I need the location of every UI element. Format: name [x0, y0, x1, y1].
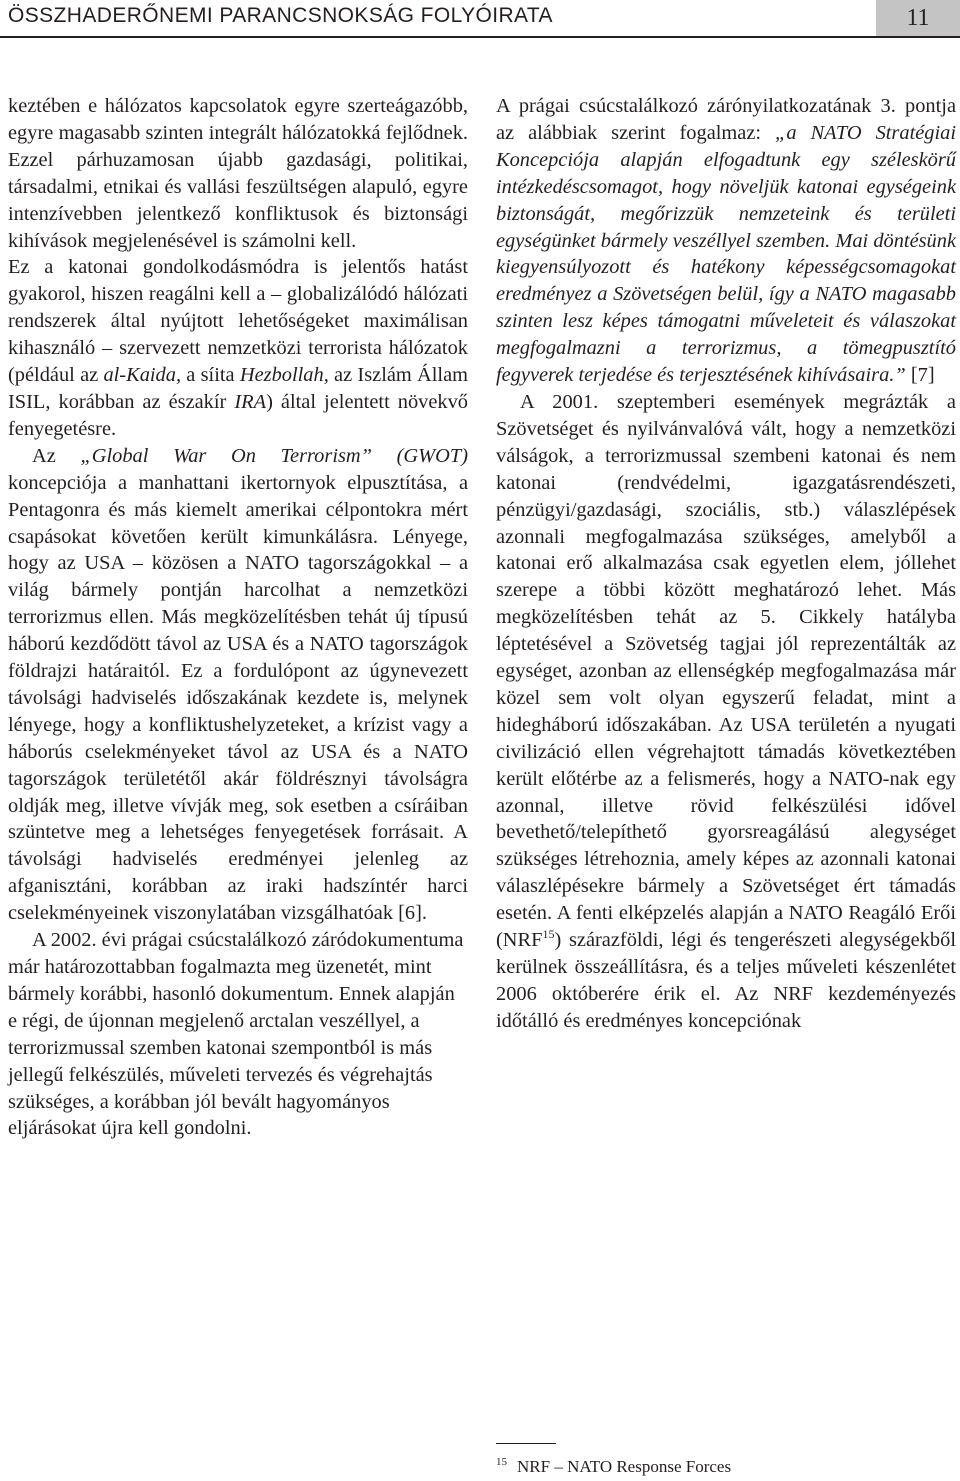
paragraph-text: keztében e hálózatos kapcsolatok egyre szerteágazóbb, egyre magasabb szinten integrált hálózatokká fejlődnek. Ezzel párhuzamosan újabb gazdasági, politikai, társadalmi, etnikai és vallási feszültségen alapuló, egyre intenzívebben jelentkező konfliktusok és biztonsági kihívások megjelenésével is számolni kell.: [8, 95, 468, 252]
page-number: 11: [876, 0, 960, 36]
citation-ref: [7]: [905, 364, 935, 387]
paragraph-text: az Iszlám Állam ISIL, korábban az északír: [8, 364, 469, 413]
footnote-number: 15: [496, 1456, 507, 1469]
journal-title: ÖSSZHADERŐNEMI PARANCSNOKSÁG FOLYÓIRATA: [8, 4, 553, 27]
running-header: [0, 0, 960, 38]
italic-term: „Global War On Terrorism” (GWOT): [80, 444, 468, 467]
paragraph: [8, 93, 468, 254]
paragraph-text: ) szárazföldi, légi és tengerészeti alegységekből kerülnek összeállításra, és a teljes műveleti készenlétet 2006 októberére érik el. Az NRF kezdeményezés időtálló és eredményes koncepciónak: [496, 929, 956, 1032]
right-column: [496, 93, 956, 1035]
italic-quote: „a NATO Stratégiai Koncepciója alapján elfogadtunk egy széleskörű intézkedéscsomagot, hogy növeljük katonai egységeink biztonságát, megőrizzük nemzeteink és területi egységünket bármely veszéllyel szemben. Mai döntésünk kiegyensúlyozott és hatékony képességcsomagokat eredményez a Szövetségen belül, így a NATO magasabb szinten lesz képes támogatni műveleteit és válaszokat megfogalmazni a terrorizmus, a tömegpusztító fegyverek terjedése és terjesztésének kihívásaira.”: [496, 121, 957, 387]
paragraph-text: a síita: [181, 364, 240, 387]
paragraph-text: A prágai csúcstalálkozó zárónyilatkozatának 3. pontja az alábbiak szerint fogalmaz:: [496, 95, 956, 144]
paragraph: [8, 927, 468, 1142]
paragraph-text: A 2002. évi prágai csúcstalálkozó záródokumentuma már határozottabban fogalmazta meg üzenetét, mint bármely korábbi, hasonló dokumentum. Ennek alapján e régi, de újonnan megjelenő arctalan veszéllyel, a terrorizmussal szemben katonai szempontból is más jellegű felkészülés, műveleti tervezés és végrehajtás szükséges, a korábban jól bevált hagyományos eljárásokat újra kell gondolni.: [8, 929, 464, 1140]
paragraph: [8, 254, 468, 442]
paragraph-text: A 2001. szeptemberi események megrázták a Szövetséget és nyilvánvalóvá vált, hogy a nemzetközi válságok, a terrorizmussal szembeni katonai és nem katonai (rendvédelmi, igazgatásrendészeti, pénzügyi/gazdasági, szociális, stb.) válaszlépések azonnali megfogalmazása szükséges, amelyből a katonai erő alkalmazása csak egyetlen elem, jóllehet szerepe a többi között meghatározó lehet. Más megközelítésben tehát az 5. Cikkely hatályba léptetésével a Szövetség tagjai jól reprezentálták az egységet, azonban az ellenségkép megfogalmazása már közel sem volt olyan egyszerű feladat, mint a hidegháború időszakában. Az USA területén a nyugati civilizáció ellen végrehajtott támadás következtében került előtérbe az a felismerés, hogy a NATO-nak egy azonnal, illetve rövid felkészülési idővel bevethető/telepíthető gyorsreagálású alegységet szükséges létrehoznia, amely képes az azonnali katonai válaszlépésekre bármely a Szövetséget ért támadás esetén. A fenti elképzelés alapján a NATO Reagáló Erői (NRF: [496, 390, 956, 952]
italic-term: IRA: [234, 390, 267, 413]
paragraph-text: ) által jelentett növekvő fenyegetésre.: [8, 390, 468, 440]
paragraph-text: Az: [32, 444, 81, 467]
italic-term: Hezbollah,: [239, 364, 329, 387]
italic-term: al-Kaida,: [103, 364, 182, 387]
paragraph: [496, 389, 956, 1035]
footnote: [496, 1457, 731, 1477]
left-column: [8, 93, 468, 1142]
paragraph: [496, 93, 956, 389]
footnote-text: NRF – NATO Response Forces: [517, 1457, 732, 1476]
footnote-marker: 15: [542, 927, 555, 942]
paragraph-text: Ez a katonai gondolkodásmódra is jelentős hatást gyakorol, hiszen reagálni kell a – globalizálódó hálózati rendszerek által nyújtott lehetőségeket maximálisan kihasználó – szervezett nemzetközi terrorista hálózatok (például az: [8, 256, 468, 387]
header-rule: [0, 36, 960, 38]
paragraph: [8, 443, 468, 927]
footnote-rule: [496, 1443, 556, 1444]
paragraph-text: koncepciója a manhattani ikertornyok elpusztítása, a Pentagonra és más kiemelt amerikai célpontokra mért csapásokat követően került kimunkálásra. Lényege, hogy az USA – közösen a NATO tagországokkal – a világ bármely pontján harcolhat a nemzetközi terrorizmus ellen. Más megközelítésben tehát új típusú háború kezdődött távol az USA és a NATO tagországok földrajzi határaitól. Ez a fordulópont az úgynevezett távolsági hadviselés időszakának kezdete is, melynek lényege, hogy a konfliktushelyzeteket, a krízist vagy a háborús cselekményeket távol az USA és a NATO tagországok területétől akár földrésznyi távolságra oldják meg, illetve vívják meg, sok esetben a csíráiban szüntetve meg a lehetséges fenyegetések forrásait. A távolsági hadviselés eredményei jelenleg az afganisztáni, korábban az iraki hadszíntér harci cselekményeinek viszonylatában vizsgálhatóak [6].: [8, 471, 468, 925]
